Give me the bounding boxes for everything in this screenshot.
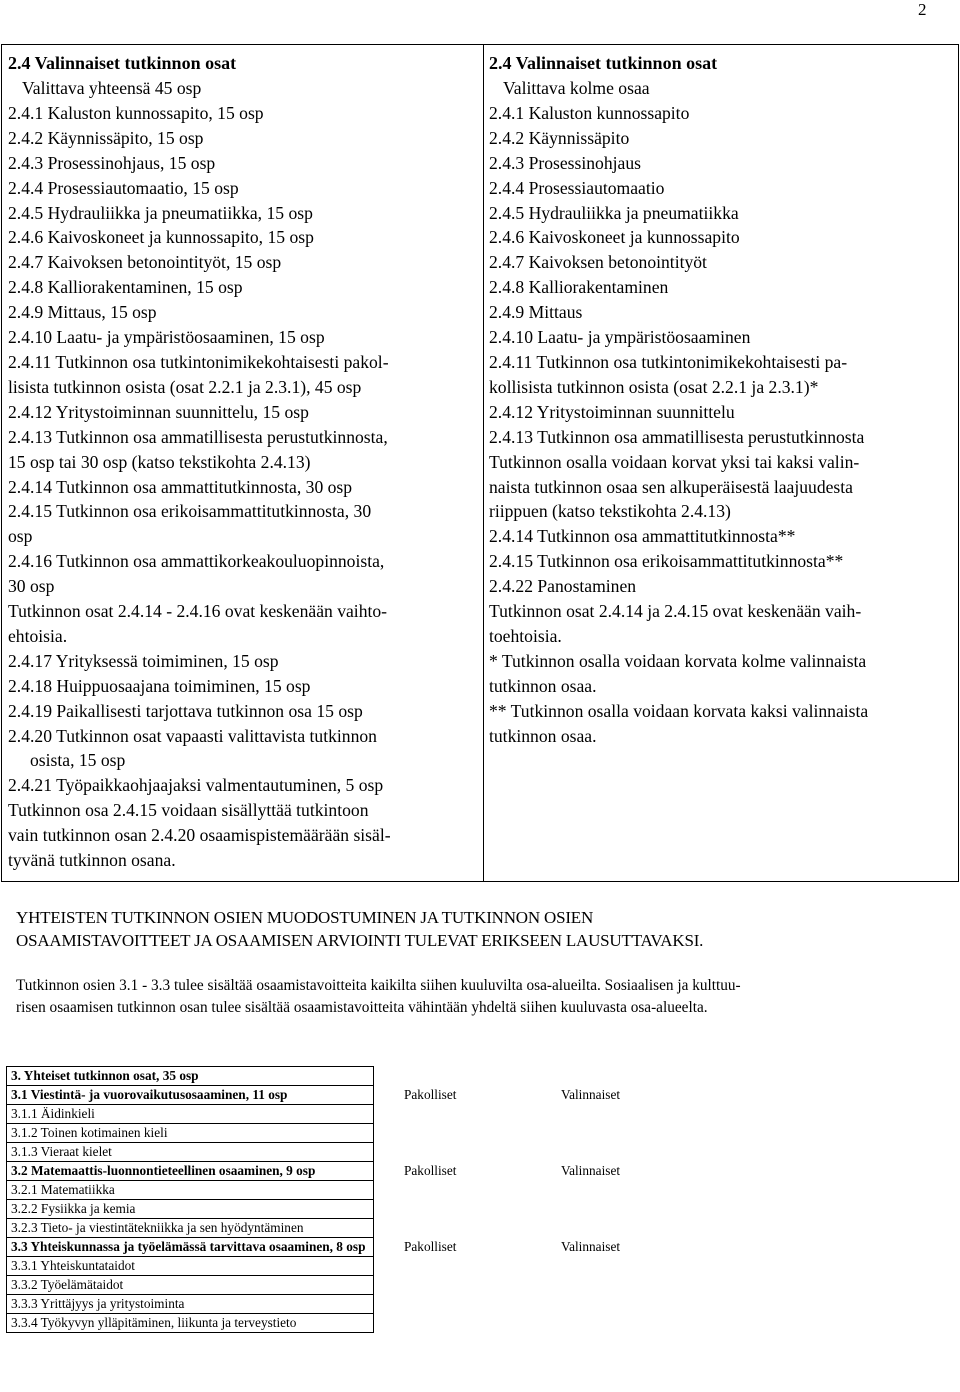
paragraph	[16, 975, 946, 1018]
notice-line: YHTEISTEN TUTKINNON OSIEN MUODOSTUMINEN JA TUTKINNON OSIEN	[16, 908, 594, 927]
left-line: Tutkinnon osa 2.4.15 voidaan sisällyttää tutkintoon	[8, 800, 369, 821]
left-line: 2.4.4 Prosessiautomaatio, 15 osp	[8, 177, 239, 198]
left-line: 2.4.16 Tutkinnon osa ammattikorkeakouluopinnoista,	[8, 551, 385, 572]
group-title-cell: 3.3 Yhteiskunnassa ja työelämässä tarvittava osaaminen, 8 osp	[7, 1238, 374, 1257]
item-cell: 3.1.1 Äidinkieli	[7, 1105, 374, 1124]
item-cell: 3.2.3 Tieto- ja viestintätekniikka ja sen hyödyntäminen	[7, 1219, 374, 1238]
left-line: 2.4.2 Käynnissäpito, 15 osp	[8, 127, 204, 148]
left-line: vain tutkinnon osan 2.4.20 osaamispistemäärään sisäl-	[8, 825, 391, 846]
table-row	[7, 1105, 625, 1124]
valinnaiset-label: Valinnaiset	[560, 1086, 621, 1102]
left-box-title: 2.4 Valinnaiset tutkinnon osat	[8, 53, 237, 73]
item-cell: 3.1.3 Vieraat kielet	[7, 1143, 374, 1162]
table-row	[7, 1200, 625, 1219]
left-line: Valittava yhteensä 45 osp	[22, 78, 202, 98]
paragraph-line: risen osaamisen tutkinnon osan tulee sisältää osaamistavoitteita vähintään yhdeltä siihen kuuluvasta osa-alueelta.	[16, 998, 708, 1016]
common-parts-table	[6, 1066, 625, 1333]
left-line: 2.4.5 Hydrauliikka ja pneumatiikka, 15 osp	[8, 202, 313, 223]
right-line: kollisista tutkinnon osista (osat 2.2.1 ja 2.3.1)*	[489, 376, 819, 397]
table-row	[7, 1295, 625, 1314]
left-line: Tutkinnon osat 2.4.14 - 2.4.16 ovat keskenään vaihto-	[8, 601, 388, 622]
right-line: 2.4.8 Kalliorakentaminen	[489, 277, 669, 298]
item-cell: 3.3.2 Työelämätaidot	[7, 1276, 374, 1295]
right-line: 2.4.15 Tutkinnon osa erikoisammattitutkinnosta**	[489, 551, 844, 572]
page-number: 2	[918, 0, 927, 19]
left-line: 2.4.17 Yrityksessä toimiminen, 15 osp	[8, 650, 279, 671]
left-line: 2.4.8 Kalliorakentaminen, 15 osp	[8, 277, 243, 298]
right-line: * Tutkinnon osalla voidaan korvata kolme valinnaista	[489, 650, 867, 671]
item-cell: 3.3.1 Yhteiskuntataidot	[7, 1257, 374, 1276]
pakolliset-label: Pakolliset	[404, 1162, 457, 1178]
item-cell: 3.2.2 Fysiikka ja kemia	[7, 1200, 374, 1219]
right-line: 2.4.12 Yritystoiminnan suunnittelu	[489, 401, 735, 422]
item-cell: 3.3.4 Työkyvyn ylläpitäminen, liikunta ja terveystieto	[7, 1314, 374, 1333]
table-row	[7, 1276, 625, 1295]
left-line: 2.4.19 Paikallisesti tarjottava tutkinnon osa 15 osp	[8, 700, 363, 721]
left-line: osista, 15 osp	[30, 750, 126, 771]
table-row	[7, 1086, 625, 1105]
left-line: 2.4.10 Laatu- ja ympäristöosaaminen, 15 osp	[8, 327, 325, 348]
right-line: 2.4.11 Tutkinnon osa tutkintonimikekohtaisesti pa-	[489, 351, 848, 372]
table-row	[7, 1181, 625, 1200]
item-cell: 3.3.3 Yrittäjyys ja yritystoiminta	[7, 1295, 374, 1314]
item-cell: 3.2.1 Matematiikka	[7, 1181, 374, 1200]
table-row	[7, 1238, 625, 1257]
pakolliset-label: Pakolliset	[404, 1086, 457, 1102]
right-line: 2.4.7 Kaivoksen betonointityöt	[489, 252, 707, 273]
empty-cell	[461, 1067, 624, 1086]
valinnaiset-label: Valinnaiset	[560, 1162, 621, 1178]
group-title-cell: 3.2 Matemaattis-luonnontieteellinen osaaminen, 9 osp	[7, 1162, 374, 1181]
item-cell: 3.1.2 Toinen kotimainen kieli	[7, 1124, 374, 1143]
left-line: 2.4.13 Tutkinnon osa ammatillisesta perustutkinnosta,	[8, 426, 388, 447]
table-row	[7, 1143, 625, 1162]
notice-line: OSAAMISTAVOITTEET JA OSAAMISEN ARVIOINTI TULEVAT ERIKSEEN LAUSUTTAVAKSI.	[16, 931, 704, 950]
right-line: 2.4.14 Tutkinnon osa ammattitutkinnosta**	[489, 526, 796, 547]
right-line: naista tutkinnon osaa sen alkuperäisestä laajuudesta	[489, 476, 853, 497]
notice-block	[16, 906, 703, 952]
right-line: 2.4.6 Kaivoskoneet ja kunnossapito	[489, 227, 740, 248]
group-title-cell: 3.1 Viestintä- ja vuorovaikutusosaaminen, 11 osp	[7, 1086, 374, 1105]
left-line: 2.4.21 Työpaikkaohjaajaksi valmentautuminen, 5 osp	[8, 775, 384, 796]
pakolliset-label: Pakolliset	[404, 1238, 457, 1254]
paragraph-line: Tutkinnon osien 3.1 - 3.3 tulee sisältää osaamistavoitteita kaikilta siihen kuuluvilta osa-alueilta. Sosiaalisen ja kulttuu-	[16, 977, 741, 994]
table-row	[7, 1162, 625, 1181]
right-box-title: 2.4 Valinnaiset tutkinnon osat	[489, 53, 718, 73]
right-box	[484, 44, 959, 882]
left-line: 2.4.15 Tutkinnon osa erikoisammattitutkinnosta, 30	[8, 501, 372, 522]
right-line: 2.4.1 Kaluston kunnossapito	[489, 102, 690, 123]
right-line: 2.4.13 Tutkinnon osa ammatillisesta perustutkinnosta	[489, 426, 865, 447]
right-line: 2.4.4 Prosessiautomaatio	[489, 177, 665, 198]
table-row	[7, 1067, 625, 1086]
empty-cell	[374, 1067, 461, 1086]
left-line: 2.4.14 Tutkinnon osa ammattitutkinnosta, 30 osp	[8, 476, 353, 497]
table-row	[7, 1124, 625, 1143]
left-line: lisista tutkinnon osista (osat 2.2.1 ja 2.3.1), 45 osp	[8, 376, 362, 397]
right-line: Tutkinnon osalla voidaan korvat yksi tai kaksi valin-	[489, 451, 860, 472]
right-line: 2.4.3 Prosessinohjaus	[489, 152, 641, 173]
left-line: ehtoisia.	[8, 625, 68, 646]
right-line: riippuen (katso tekstikohta 2.4.13)	[489, 501, 731, 522]
right-line: tutkinnon osaa.	[489, 725, 597, 746]
left-line: 2.4.1 Kaluston kunnossapito, 15 osp	[8, 102, 264, 123]
left-line: tyvänä tutkinnon osana.	[8, 850, 176, 871]
left-line: 2.4.9 Mittaus, 15 osp	[8, 302, 157, 323]
left-line: 2.4.18 Huippuosaajana toimiminen, 15 osp	[8, 675, 311, 696]
table-row	[7, 1219, 625, 1238]
right-line: toehtoisia.	[489, 625, 562, 646]
right-line: 2.4.5 Hydrauliikka ja pneumatiikka	[489, 202, 739, 223]
right-line: 2.4.22 Panostaminen	[489, 576, 637, 597]
left-line: 2.4.11 Tutkinnon osa tutkintonimikekohtaisesti pakol-	[8, 351, 389, 372]
left-line: 2.4.12 Yritystoiminnan suunnittelu, 15 osp	[8, 401, 309, 422]
left-line: 2.4.7 Kaivoksen betonointityöt, 15 osp	[8, 252, 282, 273]
left-line: 30 osp	[8, 576, 55, 597]
right-line: 2.4.2 Käynnissäpito	[489, 127, 630, 148]
left-line: 2.4.20 Tutkinnon osat vapaasti valittavista tutkinnon	[8, 725, 377, 746]
table-row	[7, 1314, 625, 1333]
left-line: osp	[8, 526, 33, 547]
table-row	[7, 1257, 625, 1276]
valinnaiset-label: Valinnaiset	[560, 1238, 621, 1254]
right-line: 2.4.9 Mittaus	[489, 302, 583, 323]
left-line: 15 osp tai 30 osp (katso tekstikohta 2.4.13)	[8, 451, 311, 472]
right-line: Tutkinnon osat 2.4.14 ja 2.4.15 ovat keskenään vaih-	[489, 601, 862, 622]
right-line: ** Tutkinnon osalla voidaan korvata kaksi valinnaista	[489, 700, 869, 721]
right-line: tutkinnon osaa.	[489, 675, 597, 696]
right-line: Valittava kolme osaa	[503, 78, 650, 98]
left-line: 2.4.6 Kaivoskoneet ja kunnossapito, 15 osp	[8, 227, 314, 248]
left-line: 2.4.3 Prosessinohjaus, 15 osp	[8, 152, 216, 173]
table-header-cell: 3. Yhteiset tutkinnon osat, 35 osp	[7, 1067, 374, 1086]
right-line: 2.4.10 Laatu- ja ympäristöosaaminen	[489, 327, 751, 348]
left-box	[1, 44, 484, 882]
